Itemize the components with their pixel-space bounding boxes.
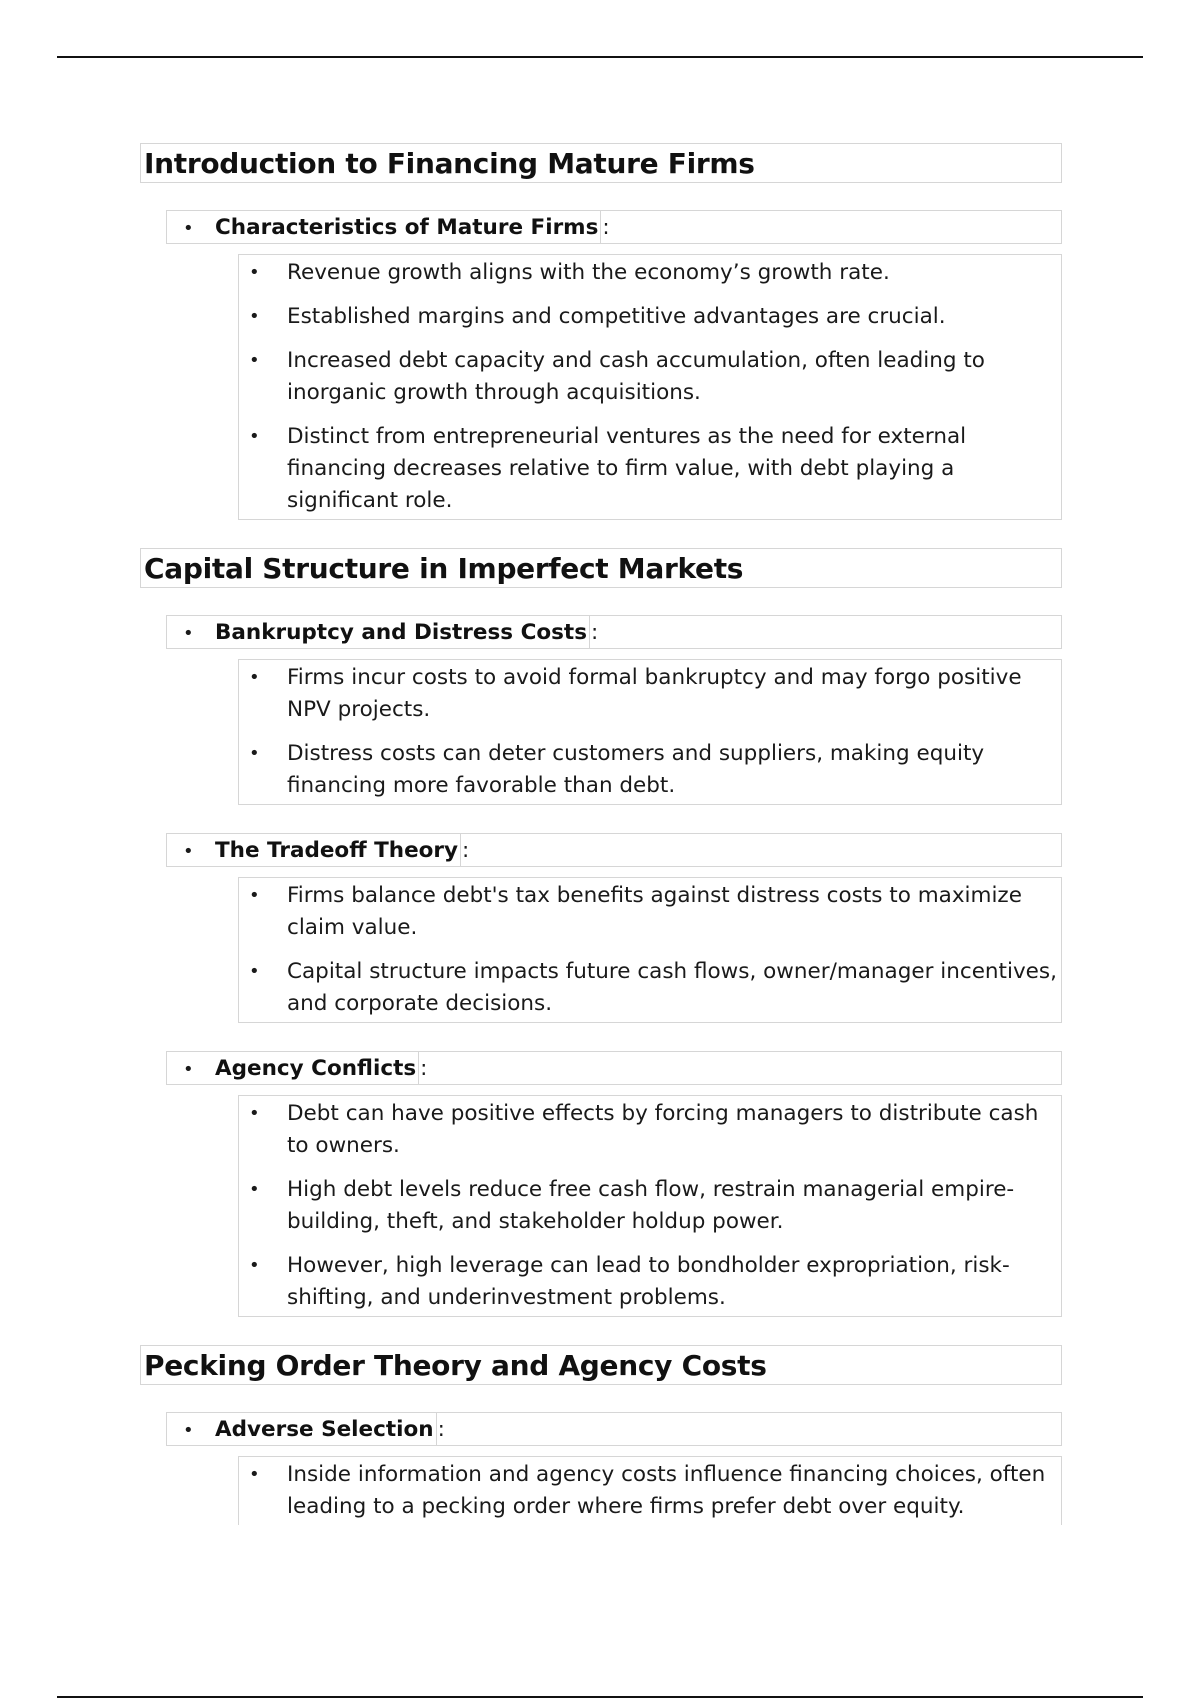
bullet-icon: • — [183, 841, 194, 862]
list-item — [239, 880, 1057, 944]
subsection-label: Agency Conflicts — [215, 1052, 419, 1084]
bullet-icon: • — [249, 350, 260, 371]
bullet-icon: • — [183, 1059, 194, 1080]
list-item-text: Increased debt capacity and cash accumulation, often leading to inorganic growth through acquisitions. — [287, 348, 985, 405]
bullet-icon: • — [249, 306, 260, 327]
bullet-icon: • — [183, 623, 194, 644]
list-item — [239, 738, 1057, 802]
list-item — [239, 345, 1057, 409]
subsection-item — [166, 210, 1062, 244]
list-item-text: Firms balance debt's tax benefits against distress costs to maximize claim value. — [287, 883, 1022, 940]
section-heading-box — [140, 1345, 1062, 1385]
bullet-icon: • — [249, 885, 260, 906]
list-item-text: Debt can have positive effects by forcing managers to distribute cash to owners. — [287, 1101, 1039, 1158]
section-heading: Capital Structure in Imperfect Markets — [144, 551, 744, 585]
list-item-text: Distinct from entrepreneurial ventures as the need for external financing decreases relative to firm value, with debt playing a significant role. — [287, 424, 967, 513]
bullet-list — [238, 877, 1062, 1023]
bullet-icon: • — [249, 1103, 260, 1124]
subsection-item — [166, 1412, 1062, 1446]
list-item — [239, 956, 1057, 1020]
colon: : — [437, 1416, 445, 1442]
list-item — [239, 662, 1057, 726]
subsection-label: Adverse Selection — [215, 1413, 437, 1445]
bullet-list — [238, 659, 1062, 805]
bullet-icon: • — [249, 961, 260, 982]
section-heading-box — [140, 548, 1062, 588]
document-body — [140, 143, 1062, 1525]
subsection-label: Bankruptcy and Distress Costs — [215, 616, 590, 648]
list-item-text: High debt levels reduce free cash flow, restrain managerial empire-building, theft, and stakeholder holdup power. — [287, 1177, 1015, 1234]
list-item — [239, 301, 1057, 333]
list-item-text: Inside information and agency costs influence financing choices, often leading to a pecking order where firms prefer debt over equity. — [287, 1462, 1046, 1519]
list-item — [239, 1098, 1057, 1162]
bullet-icon: • — [249, 426, 260, 447]
section-heading: Introduction to Financing Mature Firms — [144, 146, 755, 180]
list-item — [239, 1174, 1057, 1238]
colon: : — [591, 619, 599, 645]
bullet-icon: • — [249, 1255, 260, 1276]
bullet-icon: • — [183, 218, 194, 239]
subsection-label: The Tradeoff Theory — [215, 834, 461, 866]
bullet-icon: • — [249, 1464, 260, 1485]
list-item-text: Firms incur costs to avoid formal bankruptcy and may forgo positive NPV projects. — [287, 665, 1022, 722]
bullet-icon: • — [183, 1420, 194, 1441]
bullet-icon: • — [249, 667, 260, 688]
header-rule — [57, 56, 1143, 58]
colon: : — [602, 214, 610, 240]
list-item — [239, 1250, 1057, 1314]
list-item-text: Distress costs can deter customers and suppliers, making equity financing more favorable than debt. — [287, 741, 985, 798]
colon: : — [420, 1055, 428, 1081]
colon: : — [462, 837, 470, 863]
bullet-icon: • — [249, 1179, 260, 1200]
list-item — [239, 257, 1057, 289]
section-heading-box — [140, 143, 1062, 183]
list-item-text: Revenue growth aligns with the economy’s growth rate. — [287, 260, 890, 285]
list-item — [239, 1459, 1057, 1523]
bullet-icon: • — [249, 262, 260, 283]
subsection-item — [166, 833, 1062, 867]
subsection-label: Characteristics of Mature Firms — [215, 211, 601, 243]
list-item — [239, 421, 1057, 517]
list-item-text: However, high leverage can lead to bondholder expropriation, risk-shifting, and underinvestment problems. — [287, 1253, 1010, 1310]
bullet-list — [238, 1095, 1062, 1317]
section-heading: Pecking Order Theory and Agency Costs — [144, 1348, 767, 1382]
bullet-list — [238, 254, 1062, 520]
bullet-list — [238, 1456, 1062, 1525]
bullet-icon: • — [249, 743, 260, 764]
list-item-text: Capital structure impacts future cash flows, owner/manager incentives, and corporate decisions. — [287, 959, 1057, 1016]
list-item-text: Established margins and competitive advantages are crucial. — [287, 304, 946, 329]
footer-rule — [57, 1696, 1143, 1698]
subsection-item — [166, 1051, 1062, 1085]
subsection-item — [166, 615, 1062, 649]
